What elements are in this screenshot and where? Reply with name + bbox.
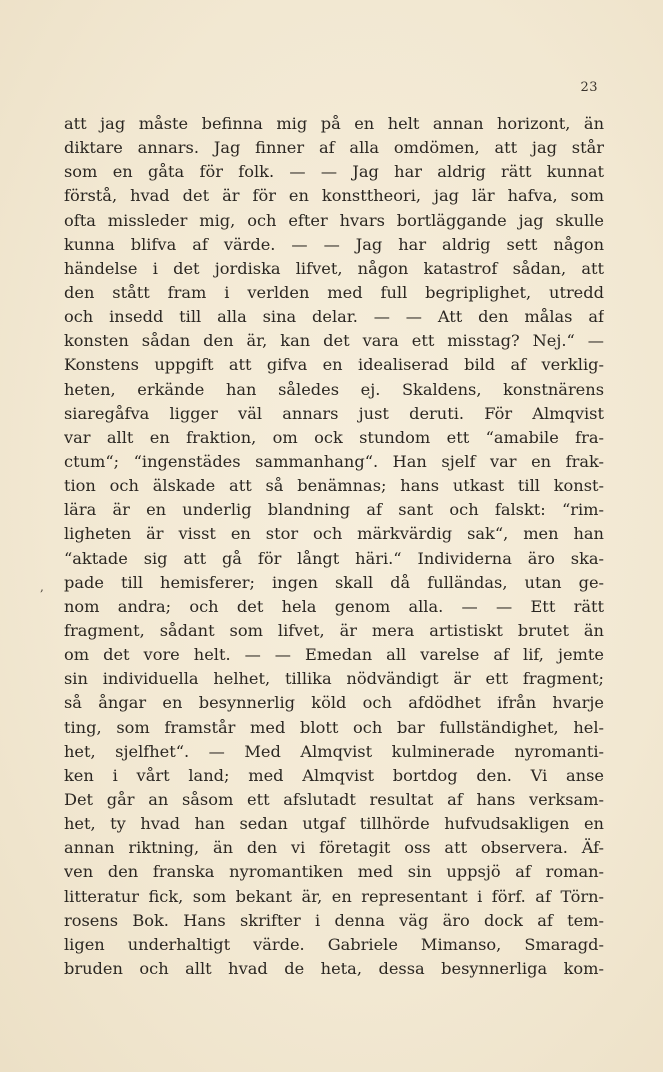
text-line: ligheten är visst en stor och märkvärdig sak“, men han <box>64 524 604 544</box>
text-line: ligen underhaltigt värde. Gabriele Mimanso, Smaragd- <box>64 934 604 954</box>
text-line: bruden och allt hvad de heta, dessa besynnerliga kom- <box>64 958 604 978</box>
text-line: pade till hemisferer; ingen skall då fulländas, utan ge- <box>64 572 604 592</box>
text-line: ting, som framstår med blott och bar fullständighet, hel- <box>64 717 604 737</box>
text-line: “aktade sig att gå för långt häri.“ Individerna äro ska- <box>64 548 604 568</box>
text-line: ofta missleder mig, och efter hvars bortläggande jag skulle <box>64 210 604 230</box>
text-line: Konstens uppgift att gifva en idealiserad bild af verklig- <box>64 355 604 375</box>
text-line: annan riktning, än den vi företagit oss att observera. Äf- <box>64 838 604 858</box>
text-line: ctum“; “ingenstädes sammanhang“. Han sjelf var en frak- <box>64 451 604 471</box>
text-line: så ångar en besynnerlig köld och afdödhet ifrån hvarje <box>64 693 604 713</box>
text-line: lära är en underlig blandning af sant och falskt: “rim- <box>64 500 604 520</box>
text-line: fragment, sådant som lifvet, är mera artistiskt brutet än <box>64 620 604 640</box>
text-line: litteratur fick, som bekant är, en representant i förf. af Törn- <box>64 886 604 906</box>
text-line: tion och älskade att så benämnas; hans utkast till konst- <box>64 476 604 496</box>
text-line: het, ty hvad han sedan utgaf tillhörde hufvudsakligen en <box>64 814 604 834</box>
text-line: ken i vårt land; med Almqvist bortdog den. Vi anse <box>64 765 604 785</box>
text-line: ven den franska nyromantiken med sin uppsjö af roman- <box>64 862 604 882</box>
text-line: sin individuella helhet, tillika nödvändigt är ett fragment; <box>64 669 604 689</box>
text-line: Det går an såsom ett afslutadt resultat af hans verksam- <box>64 789 604 809</box>
text-line: nom andra; och det hela genom alla. — — Ett rätt <box>64 596 604 616</box>
text-line: den stått fram i verlden med full begriplighet, utredd <box>64 282 604 302</box>
text-line: som en gåta för folk. — — Jag har aldrig rätt kunnat <box>64 162 604 182</box>
body-text <box>64 112 604 981</box>
text-line: heten, erkände han således ej. Skaldens, konstnärens <box>64 379 604 399</box>
text-line: förstå, hvad det är för en konsttheori, jag lär hafva, som <box>64 186 604 206</box>
text-line: siaregåfva ligger väl annars just deruti. För Almqvist <box>64 403 604 423</box>
text-line: diktare annars. Jag finner af alla omdömen, att jag står <box>64 138 604 158</box>
text-line: om det vore helt. — — Emedan all varelse af lif, jemte <box>64 645 604 665</box>
text-line: rosens Bok. Hans skrifter i denna väg äro dock af tem- <box>64 910 604 930</box>
text-line: och insedd till alla sina delar. — — Att den målas af <box>64 307 604 327</box>
text-line: att jag måste befinna mig på en helt annan horizont, än <box>64 114 604 133</box>
text-line: kunna blifva af värde. — — Jag har aldrig sett någon <box>64 234 604 254</box>
text-line: var allt en fraktion, om ock stundom ett “amabile fra- <box>64 427 604 447</box>
text-line: händelse i det jordiska lifvet, någon katastrof sådan, att <box>64 258 604 278</box>
text-line: het, sjelfhet“. — Med Almqvist kulminerade nyromanti- <box>64 741 604 761</box>
page-number: 23 <box>580 80 598 95</box>
margin-mark: , <box>40 580 44 594</box>
text-line: konsten sådan den är, kan det vara ett misstag? Nej.“ — <box>64 331 604 351</box>
